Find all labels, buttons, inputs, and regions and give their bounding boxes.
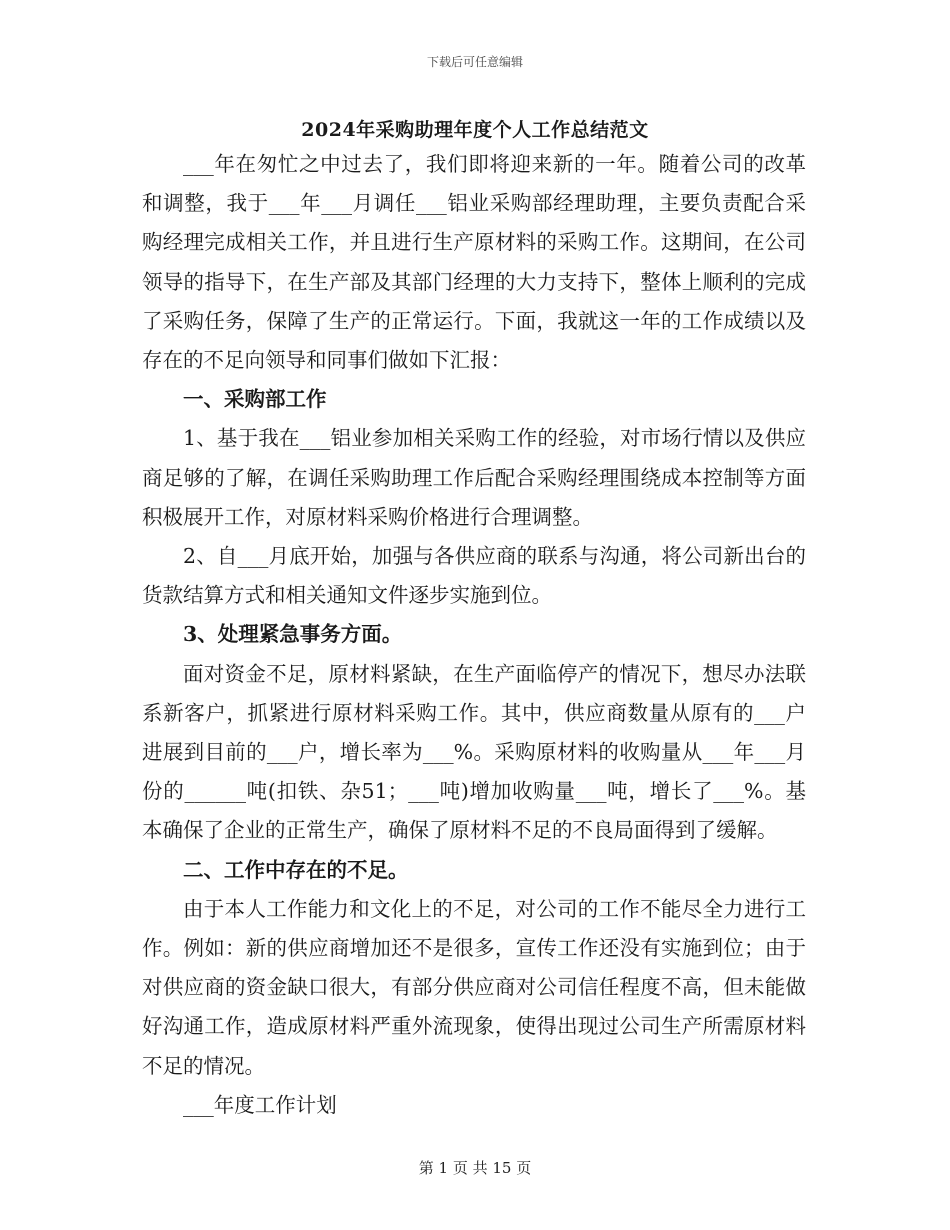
section-heading-purchasing: 一、采购部工作 (183, 387, 327, 412)
paragraph-item-1: 1、基于我在___铝业参加相关采购工作的经验，对市场行情以及供应商足够的了解，在调任采购助理工作后配合采购经理围绕成本控制等方面积极展开工作，对原材料采购价格进行合理调整。 (142, 426, 806, 529)
paragraph-item-2: 2、自___月底开始，加强与各供应商的联系与沟通，将公司新出台的货款结算方式和相关通知文件逐步实施到位。 (142, 544, 806, 608)
page-header: 下载后可任意编辑 (426, 55, 523, 69)
section-heading-shortcomings: 二、工作中存在的不足。 (183, 857, 409, 882)
section-heading-emergency: 3、处理紧急事务方面。 (183, 622, 403, 647)
paragraph-work-plan: ___年度工作计划 (183, 1092, 337, 1117)
paragraph-intro: ___年在匆忙之中过去了，我们即将迎来新的一年。随着公司的改革和调整，我于___年___月调任___铝业采购部经理助理，主要负责配合采购经理完成相关工作，并且进行生产原材料的采购工作。这期间，在公司领导的指导下，在生产部及其部门经理的大力支持下，整体上顺利的完成了采购任务，保障了生产的正常运行。下面，我就这一年的工作成绩以及存在的不足向领导和同事们做如下汇报： (142, 152, 806, 373)
paragraph-shortcomings: 由于本人工作能力和文化上的不足，对公司的工作不能尽全力进行工作。例如：新的供应商增加还不是很多，宣传工作还没有实施到位；由于对供应商的资金缺口很大，有部分供应商对公司信任程度不高，但未能做好沟通工作，造成原材料严重外流现象，使得出现过公司生产所需原材料不足的情况。 (142, 896, 806, 1078)
page-footer: 第 1 页 共 15 页 (418, 1159, 532, 1177)
document-title: 2024年采购助理年度个人工作总结范文 (301, 119, 649, 141)
document-body (142, 145, 806, 1125)
paragraph-emergency: 面对资金不足，原材料紧缺，在生产面临停产的情况下，想尽办法联系新客户，抓紧进行原材料采购工作。其中，供应商数量从原有的___户进展到目前的___户，增长率为___%。采购原材料的收购量从___年___月份的______吨(扣铁、杂51；___吨)增加收购量___吨，增长了___%。基本确保了企业的正常生产，确保了原材料不足的不良局面得到了缓解。 (142, 661, 806, 843)
